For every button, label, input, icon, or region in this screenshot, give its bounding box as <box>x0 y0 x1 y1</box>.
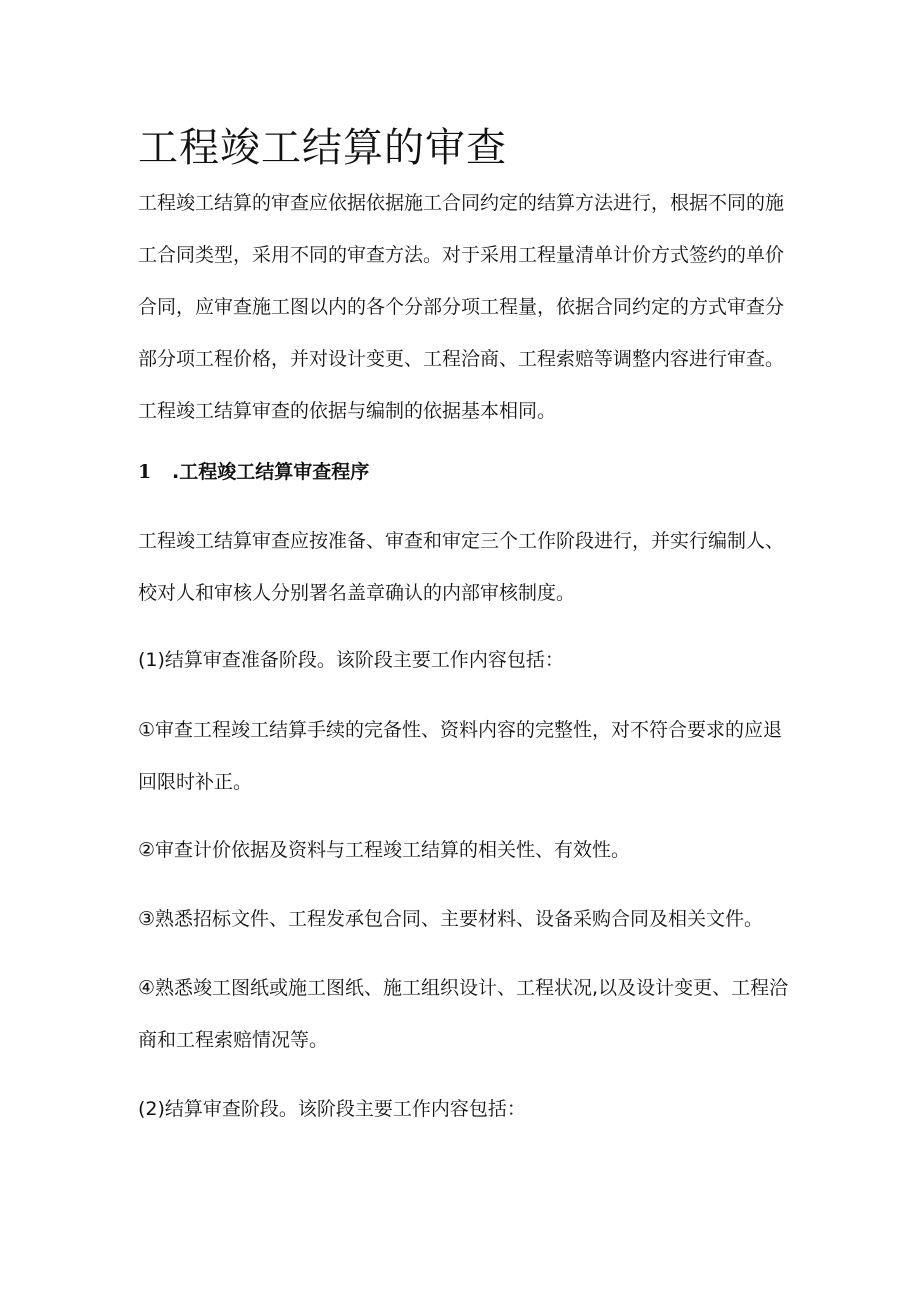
procedure-paragraph: 工程竣工结算审查应按准备、审查和审定三个工作阶段进行，并实行编制人、校对人和审核人分别署名盖章确认的内部审核制度。 <box>138 530 785 604</box>
document-title: 工程竣工结算的审查 <box>138 125 507 171</box>
phase2-heading: (2)结算审查阶段。该阶段主要工作内容包括： <box>138 1098 526 1120</box>
list-item: ②审查计价依据及资料与工程竣工结算的相关性、有效性。 <box>138 839 631 861</box>
section-heading <box>138 446 369 498</box>
list-item: ④熟悉竣工图纸或施工图纸、施工组织设计、工程状况,以及设计变更、工程洽商和工程索赔情况等。 <box>138 977 789 1051</box>
phase1-heading: (1)结算审查准备阶段。该阶段主要工作内容包括： <box>138 649 564 671</box>
section-number: 1 <box>138 461 152 483</box>
section-title: .工程竣工结算审查程序 <box>172 461 370 483</box>
intro-paragraph: 工程竣工结算的审查应依据依据施工合同约定的结算方法进行，根据不同的施工合同类型，采用不同的审查方法。对于采用工程量清单计价方式签约的单价合同，应审查施工图以内的各个分部分项工程量，依据合同约定的方式审查分部分项工程价格，并对设计变更、工程洽商、工程索赔等调整内容进行审查。工程竣工结算审查的依据与编制的依据基本相同。 <box>138 192 785 422</box>
list-item: ①审查工程竣工结算手续的完备性、资料内容的完整性，对不符合要求的应退回限时补正。 <box>138 719 783 793</box>
list-item: ③熟悉招标文件、工程发承包合同、主要材料、设备采购合同及相关文件。 <box>138 908 764 930</box>
